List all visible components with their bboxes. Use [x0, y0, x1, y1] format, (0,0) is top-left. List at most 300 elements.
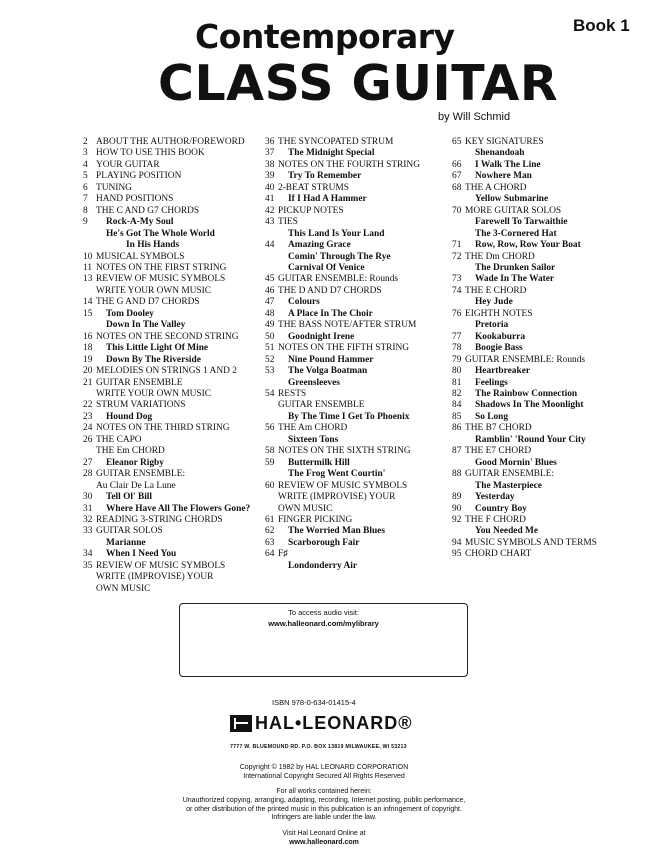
- toc-entry: [452, 252, 597, 263]
- toc-page-number: 68: [452, 182, 462, 193]
- toc-section-title: NOTES ON THE SIXTH STRING: [278, 446, 411, 457]
- toc-section-title: MELODIES ON STRINGS 1 AND 2: [96, 366, 237, 377]
- toc-page-number: 46: [265, 285, 275, 296]
- copyright-notice: [150, 788, 498, 823]
- toc-song-title: Shadows In The Moonlight: [475, 400, 584, 411]
- toc-page-number: 70: [452, 205, 462, 216]
- toc-page-number: [265, 252, 278, 263]
- toc-page-number: 24: [83, 423, 93, 434]
- toc-entry: [452, 515, 597, 526]
- toc-entry: [83, 389, 250, 400]
- toc-page-number: 40: [265, 182, 275, 193]
- toc-entry: [265, 481, 420, 492]
- toc-page-number: 13: [83, 274, 93, 285]
- toc-entry: [265, 458, 420, 469]
- toc-page-number: 26: [83, 434, 93, 445]
- toc-entry: [83, 252, 250, 263]
- toc-page-number: 39: [265, 171, 275, 182]
- toc-entry: [452, 526, 597, 537]
- toc-section-title: GUITAR ENSEMBLE: Rounds: [278, 274, 399, 285]
- toc-song-title: Down By The Riverside: [106, 354, 201, 365]
- toc-section-title: 2-BEAT STRUMS: [278, 182, 349, 193]
- toc-song-title: The Volga Boatman: [288, 366, 368, 377]
- toc-entry: [265, 320, 420, 331]
- toc-page-number: 88: [452, 469, 462, 480]
- toc-song-title: Marianne: [106, 537, 146, 548]
- toc-entry: [83, 160, 250, 171]
- toc-section-title: MUSICAL SYMBOLS: [96, 251, 185, 262]
- toc-page-number: 87: [452, 446, 462, 457]
- toc-entry: [452, 549, 597, 560]
- toc-page-number: 67: [452, 171, 462, 182]
- toc-page-number: 89: [452, 492, 462, 503]
- toc-section-title: THE C AND G7 CHORDS: [96, 205, 200, 216]
- toc-song-title: A Place In The Choir: [288, 308, 373, 319]
- toc-entry: [265, 435, 420, 446]
- toc-page-number: [452, 217, 465, 228]
- toc-page-number: 14: [83, 297, 93, 308]
- toc-entry: [265, 263, 420, 274]
- toc-song-title: Amazing Grace: [288, 240, 351, 251]
- toc-entry: [452, 423, 597, 434]
- toc-entry: [83, 320, 250, 331]
- toc-song-title: Tell Ol' Bill: [106, 492, 153, 503]
- toc-song-title: Scarborough Fair: [288, 537, 360, 548]
- toc-entry: [265, 297, 420, 308]
- toc-song-title: Carnival Of Venice: [288, 262, 365, 273]
- toc-page-number: [83, 240, 96, 251]
- toc-section-title: THE Em CHORD: [96, 446, 165, 457]
- toc-entry: [452, 274, 597, 285]
- toc-entry: [265, 526, 420, 537]
- toc-page-number: 77: [452, 331, 462, 342]
- toc-song-title: This Land Is Your Land: [288, 228, 385, 239]
- toc-section-title: THE E CHORD: [465, 285, 527, 296]
- toc-entry: [83, 446, 250, 457]
- toc-entry: [265, 389, 420, 400]
- toc-section-title: NOTES ON THE FIRST STRING: [96, 262, 227, 273]
- toc-section-title: YOUR GUITAR: [96, 159, 160, 170]
- toc-page-number: 16: [83, 331, 93, 342]
- toc-section-title: TUNING: [96, 182, 132, 193]
- toc-page-number: [83, 584, 96, 595]
- toc-entry: [452, 137, 597, 148]
- toc-entry: [452, 286, 597, 297]
- toc-entry: [265, 286, 420, 297]
- toc-page-number: [83, 229, 96, 240]
- toc-section-title: THE Dm CHORD: [465, 251, 535, 262]
- toc-song-title: You Needed Me: [475, 526, 539, 537]
- toc-entry: [83, 549, 250, 560]
- toc-entry: [265, 538, 420, 549]
- toc-page-number: [452, 481, 465, 492]
- toc-entry: [265, 332, 420, 343]
- toc-page-number: 30: [83, 492, 93, 503]
- toc-page-number: [265, 504, 278, 515]
- toc-page-number: 27: [83, 457, 93, 468]
- toc-page-number: 20: [83, 366, 93, 377]
- toc-entry: [83, 526, 250, 537]
- toc-section-title: OWN MUSIC: [278, 503, 333, 514]
- toc-page-number: 4: [83, 159, 88, 170]
- toc-page-number: [83, 389, 96, 400]
- toc-page-number: 72: [452, 251, 462, 262]
- toc-entry: [452, 183, 597, 194]
- title-line1: Contemporary: [195, 17, 455, 56]
- toc-page-number: [452, 435, 465, 446]
- toc-section-title: THE D AND D7 CHORDS: [278, 285, 382, 296]
- toc-page-number: 22: [83, 400, 93, 411]
- audio-url[interactable]: www.halleonard.com/mylibrary: [268, 619, 379, 628]
- toc-entry: [452, 492, 597, 503]
- toc-song-title: The Rainbow Connection: [475, 388, 578, 399]
- toc-song-title: Tom Dooley: [106, 308, 154, 319]
- toc-entry: [265, 446, 420, 457]
- toc-page-number: 35: [83, 560, 93, 571]
- toc-page-number: 85: [452, 411, 462, 422]
- toc-entry: [452, 538, 597, 549]
- toc-song-title: Kookaburra: [475, 331, 526, 342]
- toc-song-title: Wade In The Water: [475, 274, 555, 285]
- toc-page-number: [452, 458, 465, 469]
- logo-text: HAL•LEONARD®: [255, 713, 413, 733]
- toc-song-title: Good Mornin' Blues: [475, 457, 557, 468]
- toc-entry: [83, 194, 250, 205]
- toc-page-number: 23: [83, 411, 93, 422]
- hal-leonard-logo-icon: [230, 715, 252, 732]
- toc-page-number: [83, 286, 96, 297]
- toc-section-title: FINGER PICKING: [278, 514, 353, 525]
- toc-entry: [452, 309, 597, 320]
- toc-page-number: 54: [265, 388, 275, 399]
- toc-song-title: Goodnight Irene: [288, 331, 355, 342]
- toc-section-title: WRITE YOUR OWN MUSIC: [96, 388, 212, 399]
- toc-section-title: THE Am CHORD: [278, 423, 348, 434]
- toc-page-number: 81: [452, 377, 462, 388]
- toc-entry: [83, 217, 250, 228]
- toc-entry: [265, 240, 420, 251]
- toc-section-title: TIES: [278, 217, 298, 228]
- toc-page-number: 52: [265, 354, 275, 365]
- toc-song-title: Hound Dog: [106, 411, 153, 422]
- toc-entry: [452, 194, 597, 205]
- toc-page-number: 10: [83, 251, 93, 262]
- toc-entry: [265, 549, 420, 560]
- toc-page-number: 33: [83, 526, 93, 537]
- toc-page-number: 9: [83, 217, 88, 228]
- toc-entry: [452, 148, 597, 159]
- toc-entry: [265, 229, 420, 240]
- toc-song-title: Nowhere Man: [475, 171, 532, 182]
- toc-entry: [452, 217, 597, 228]
- toc-page-number: [265, 561, 278, 572]
- toc-song-title: The Frog Went Courtin': [288, 469, 386, 480]
- toc-section-title: Au Clair De La Lune: [96, 480, 176, 491]
- toc-section-title: CHORD CHART: [465, 549, 532, 560]
- toc-section-title: GUITAR ENSEMBLE: Rounds: [465, 354, 586, 365]
- toc-entry: [265, 148, 420, 159]
- toc-entry: [265, 412, 420, 423]
- toc-entry: [83, 584, 250, 595]
- toc-page-number: 51: [265, 343, 275, 354]
- toc-page-number: [265, 263, 278, 274]
- toc-section-title: THE CAPO: [96, 434, 142, 445]
- toc-page-number: 58: [265, 446, 275, 457]
- toc-section-title: OWN MUSIC: [96, 583, 151, 594]
- toc-page-number: 79: [452, 354, 462, 365]
- toc-entry: [452, 481, 597, 492]
- toc-page-number: 64: [265, 549, 275, 560]
- toc-song-title: The 3-Cornered Hat: [475, 228, 557, 239]
- toc-section-title: REVIEW OF MUSIC SYMBOLS: [96, 560, 226, 571]
- toc-page-number: 47: [265, 297, 275, 308]
- toc-song-title: The Masterpiece: [475, 480, 542, 491]
- toc-entry: [452, 229, 597, 240]
- toc-page-number: 21: [83, 377, 93, 388]
- toc-page-number: 15: [83, 308, 93, 319]
- toc-page-number: 42: [265, 205, 275, 216]
- toc-entry: [265, 515, 420, 526]
- toc-page-number: 80: [452, 366, 462, 377]
- toc-entry: [83, 538, 250, 549]
- visit-url[interactable]: www.halleonard.com: [289, 838, 359, 846]
- toc-entry: [265, 137, 420, 148]
- notice-line3: or other distribution of the printed music in this publication is an infringement of copyright.: [186, 805, 462, 813]
- toc-page-number: 73: [452, 274, 462, 285]
- toc-entry: [452, 469, 597, 480]
- toc-column-3: [452, 137, 597, 561]
- toc-section-title: THE BASS NOTE/AFTER STRUM: [278, 320, 417, 331]
- toc-song-title: Row, Row, Row Your Boat: [475, 240, 581, 251]
- toc-page-number: [83, 320, 96, 331]
- toc-entry: [83, 412, 250, 423]
- toc-entry: [83, 492, 250, 503]
- toc-entry: [265, 561, 420, 572]
- toc-page-number: 36: [265, 137, 275, 147]
- toc-entry: [83, 458, 250, 469]
- toc-song-title: The Drunken Sailor: [475, 262, 556, 273]
- toc-entry: [83, 274, 250, 285]
- toc-section-title: GUITAR SOLOS: [96, 526, 163, 537]
- toc-entry: [452, 458, 597, 469]
- toc-entry: [83, 332, 250, 343]
- toc-page-number: [265, 469, 278, 480]
- toc-entry: [83, 240, 250, 251]
- toc-section-title: THE F CHORD: [465, 514, 526, 525]
- toc-entry: [83, 435, 250, 446]
- visit-online: [150, 830, 498, 848]
- toc-entry: [83, 355, 250, 366]
- toc-page-number: 3: [83, 148, 88, 159]
- toc-page-number: [265, 435, 278, 446]
- toc-page-number: 94: [452, 537, 462, 548]
- visit-line1: Visit Hal Leonard Online at: [282, 830, 366, 837]
- toc-entry: [452, 504, 597, 515]
- toc-song-title: In His Hands: [126, 240, 180, 251]
- toc-page-number: 66: [452, 159, 462, 170]
- toc-page-number: 60: [265, 480, 275, 491]
- toc-song-title: I Walk The Line: [475, 159, 541, 170]
- toc-entry: [452, 206, 597, 217]
- toc-page-number: 45: [265, 274, 275, 285]
- toc-song-title: Yellow Submarine: [475, 194, 549, 205]
- toc-entry: [265, 206, 420, 217]
- toc-song-title: He's Got The Whole World: [106, 228, 215, 239]
- toc-entry: [452, 378, 597, 389]
- toc-song-title: Boogie Bass: [475, 343, 523, 354]
- toc-entry: [452, 412, 597, 423]
- toc-page-number: 8: [83, 205, 88, 216]
- toc-song-title: Try To Remember: [288, 171, 362, 182]
- toc-page-number: [265, 229, 278, 240]
- toc-page-number: 32: [83, 514, 93, 525]
- publisher-address: 7777 W. BLUEMOUND RD. P.O. BOX 13819 MILWAUKEE, WI 53213: [230, 744, 407, 750]
- toc-page-number: 31: [83, 503, 93, 514]
- toc-page-number: 48: [265, 308, 275, 319]
- toc-page-number: [452, 229, 465, 240]
- toc-song-title: Where Have All The Flowers Gone?: [106, 503, 251, 514]
- toc-song-title: Farewell To Tarwaithie: [475, 217, 568, 228]
- toc-section-title: WRITE (IMPROVISE) YOUR: [96, 572, 214, 583]
- toc-song-title: The Worried Man Blues: [288, 526, 385, 537]
- toc-song-title: Sixteen Tons: [288, 434, 339, 445]
- toc-entry: [265, 160, 420, 171]
- toc-entry: [265, 309, 420, 320]
- title-line2: CLASS GUITAR: [158, 55, 559, 112]
- toc-song-title: Eleanor Rigby: [106, 457, 164, 468]
- toc-entry: [83, 183, 250, 194]
- toc-section-title: THE SYNCOPATED STRUM: [278, 137, 394, 147]
- toc-page-number: 19: [83, 354, 93, 365]
- toc-song-title: If I Had A Hammer: [288, 194, 367, 205]
- toc-section-title: GUITAR ENSEMBLE:: [96, 469, 186, 480]
- toc-song-title: Hey Jude: [475, 297, 513, 308]
- toc-section-title: GUITAR ENSEMBLE:: [465, 469, 555, 480]
- toc-section-title: THE E7 CHORD: [465, 446, 532, 457]
- toc-section-title: THE B7 CHORD: [465, 423, 532, 434]
- toc-section-title: GUITAR ENSEMBLE: [96, 377, 183, 388]
- toc-entry: [83, 469, 250, 480]
- notice-line1: For all works contained herein:: [276, 788, 372, 795]
- toc-page-number: 37: [265, 148, 275, 159]
- toc-song-title: By The Time I Get To Phoenix: [288, 411, 410, 422]
- toc-page-number: 7: [83, 194, 88, 205]
- toc-page-number: [265, 400, 278, 411]
- toc-page-number: 5: [83, 171, 88, 182]
- toc-entry: [452, 320, 597, 331]
- toc-entry: [265, 217, 420, 228]
- toc-section-title: EIGHTH NOTES: [465, 308, 533, 319]
- toc-section-title: NOTES ON THE FOURTH STRING: [278, 159, 420, 170]
- toc-song-title: Nine Pound Hammer: [288, 354, 374, 365]
- toc-song-title: This Little Light Of Mine: [106, 343, 209, 354]
- toc-entry: [265, 423, 420, 434]
- hal-leonard-logo: [230, 713, 413, 734]
- toc-page-number: 92: [452, 514, 462, 525]
- isbn: ISBN 978-0-634-01415-4: [272, 698, 356, 707]
- toc-section-title: THE G AND D7 CHORDS: [96, 297, 200, 308]
- toc-page-number: [265, 378, 278, 389]
- notice-line4: Infringers are liable under the law.: [271, 814, 377, 822]
- toc-entry: [83, 148, 250, 159]
- toc-entry: [265, 355, 420, 366]
- toc-section-title: STRUM VARIATIONS: [96, 400, 186, 411]
- audio-instruction: To access audio visit:: [288, 608, 359, 617]
- toc-entry: [83, 400, 250, 411]
- toc-page-number: [452, 320, 465, 331]
- toc-entry: [83, 171, 250, 182]
- toc-page-number: [83, 538, 96, 549]
- book-label: Book 1: [573, 16, 630, 35]
- toc-page-number: 34: [83, 549, 93, 560]
- toc-entry: [265, 378, 420, 389]
- toc-page-number: 63: [265, 537, 275, 548]
- toc-entry: [265, 194, 420, 205]
- toc-page-number: [452, 148, 465, 159]
- toc-page-number: 44: [265, 240, 275, 251]
- toc-entry: [83, 137, 250, 148]
- toc-entry: [265, 183, 420, 194]
- toc-entry: [265, 274, 420, 285]
- toc-entry: [83, 561, 250, 572]
- toc-entry: [83, 572, 250, 583]
- toc-page-number: [452, 297, 465, 308]
- toc-page-number: 71: [452, 240, 462, 251]
- toc-entry: [83, 343, 250, 354]
- toc-entry: [265, 366, 420, 377]
- toc-page-number: 43: [265, 217, 275, 228]
- toc-section-title: MUSIC SYMBOLS AND TERMS: [465, 537, 597, 548]
- toc-section-title: REVIEW OF MUSIC SYMBOLS: [96, 274, 226, 285]
- toc-song-title: Down In The Valley: [106, 320, 186, 331]
- toc-page-number: [83, 572, 96, 583]
- toc-column-1: [83, 137, 250, 595]
- toc-section-title: HAND POSITIONS: [96, 194, 174, 205]
- toc-entry: [452, 389, 597, 400]
- toc-page-number: 95: [452, 549, 462, 560]
- toc-song-title: Comin' Through The Rye: [288, 251, 391, 262]
- toc-page-number: [265, 492, 278, 503]
- toc-song-title: So Long: [475, 411, 509, 422]
- copyright-line1: Copyright © 1982 by HAL LEONARD CORPORATION: [239, 764, 409, 771]
- toc-page-number: 41: [265, 194, 275, 205]
- toc-song-title: Shenandoah: [475, 148, 525, 159]
- toc-page-number: [452, 526, 465, 537]
- toc-page-number: 53: [265, 366, 275, 377]
- toc-section-title: GUITAR ENSEMBLE: [278, 400, 365, 411]
- toc-page-number: 86: [452, 423, 462, 434]
- toc-page-number: 65: [452, 137, 462, 147]
- toc-page-number: 76: [452, 308, 462, 319]
- author: by Will Schmid: [438, 111, 511, 123]
- toc-song-title: The Midnight Special: [288, 148, 375, 159]
- toc-section-title: WRITE YOUR OWN MUSIC: [96, 285, 212, 296]
- toc-page-number: 90: [452, 503, 462, 514]
- toc-section-title: WRITE (IMPROVISE) YOUR: [278, 492, 396, 503]
- toc-entry: [265, 469, 420, 480]
- toc-page-number: 2: [83, 137, 88, 147]
- toc-entry: [265, 171, 420, 182]
- toc-song-title: Rock-A-My Soul: [106, 217, 174, 228]
- toc-page-number: 78: [452, 343, 462, 354]
- toc-section-title: MORE GUITAR SOLOS: [465, 205, 562, 216]
- toc-page-number: 62: [265, 526, 275, 537]
- toc-entry: [452, 160, 597, 171]
- toc-section-title: NOTES ON THE SECOND STRING: [96, 331, 239, 342]
- toc-entry: [83, 263, 250, 274]
- toc-entry: [452, 446, 597, 457]
- toc-entry: [83, 206, 250, 217]
